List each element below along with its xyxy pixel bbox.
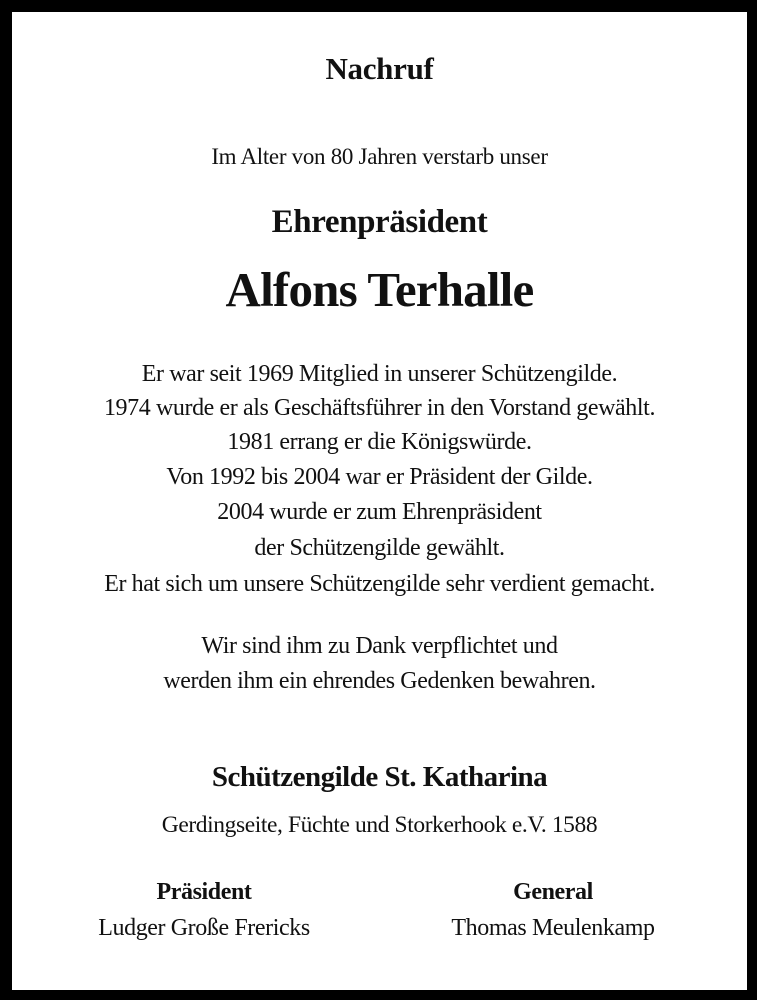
signatory-role: General	[513, 879, 593, 905]
biography-line: Er hat sich um unsere Schützengilde sehr verdient gemacht.	[104, 571, 655, 597]
closing-line: Wir sind ihm zu Dank verpflichtet und	[201, 633, 558, 659]
signatory-name: Thomas Meulenkamp	[451, 915, 655, 941]
biography-line: Er war seit 1969 Mitglied in unserer Schützengilde.	[141, 361, 618, 387]
biography-line: 1974 wurde er als Geschäftsführer in den Vorstand gewählt.	[103, 395, 656, 421]
organization-name: Schützengilde St. Katharina	[211, 761, 548, 793]
signatory-president	[39, 880, 369, 940]
biography-line: 2004 wurde er zum Ehrenpräsident	[217, 499, 542, 525]
notice-heading: Nachruf	[325, 51, 434, 86]
obituary-notice	[12, 12, 747, 990]
honorary-title: Ehrenpräsident	[271, 204, 488, 240]
signatory-role: Präsident	[156, 879, 252, 905]
biography-line: der Schützengilde gewählt.	[254, 535, 505, 561]
biography-line: 1981 errang er die Königswürde.	[227, 429, 532, 455]
deceased-name: Alfons Terhalle	[225, 262, 534, 317]
organization-subtitle: Gerdingseite, Füchte und Storkerhook e.V. 1588	[161, 812, 598, 838]
biography-line: Von 1992 bis 2004 war er Präsident der Gilde.	[166, 464, 593, 490]
signatory-name: Ludger Große Frericks	[98, 915, 310, 941]
signatory-general	[388, 880, 718, 940]
intro-text: Im Alter von 80 Jahren verstarb unser	[211, 144, 548, 169]
closing-line: werden ihm ein ehrendes Gedenken bewahren.	[163, 668, 596, 694]
